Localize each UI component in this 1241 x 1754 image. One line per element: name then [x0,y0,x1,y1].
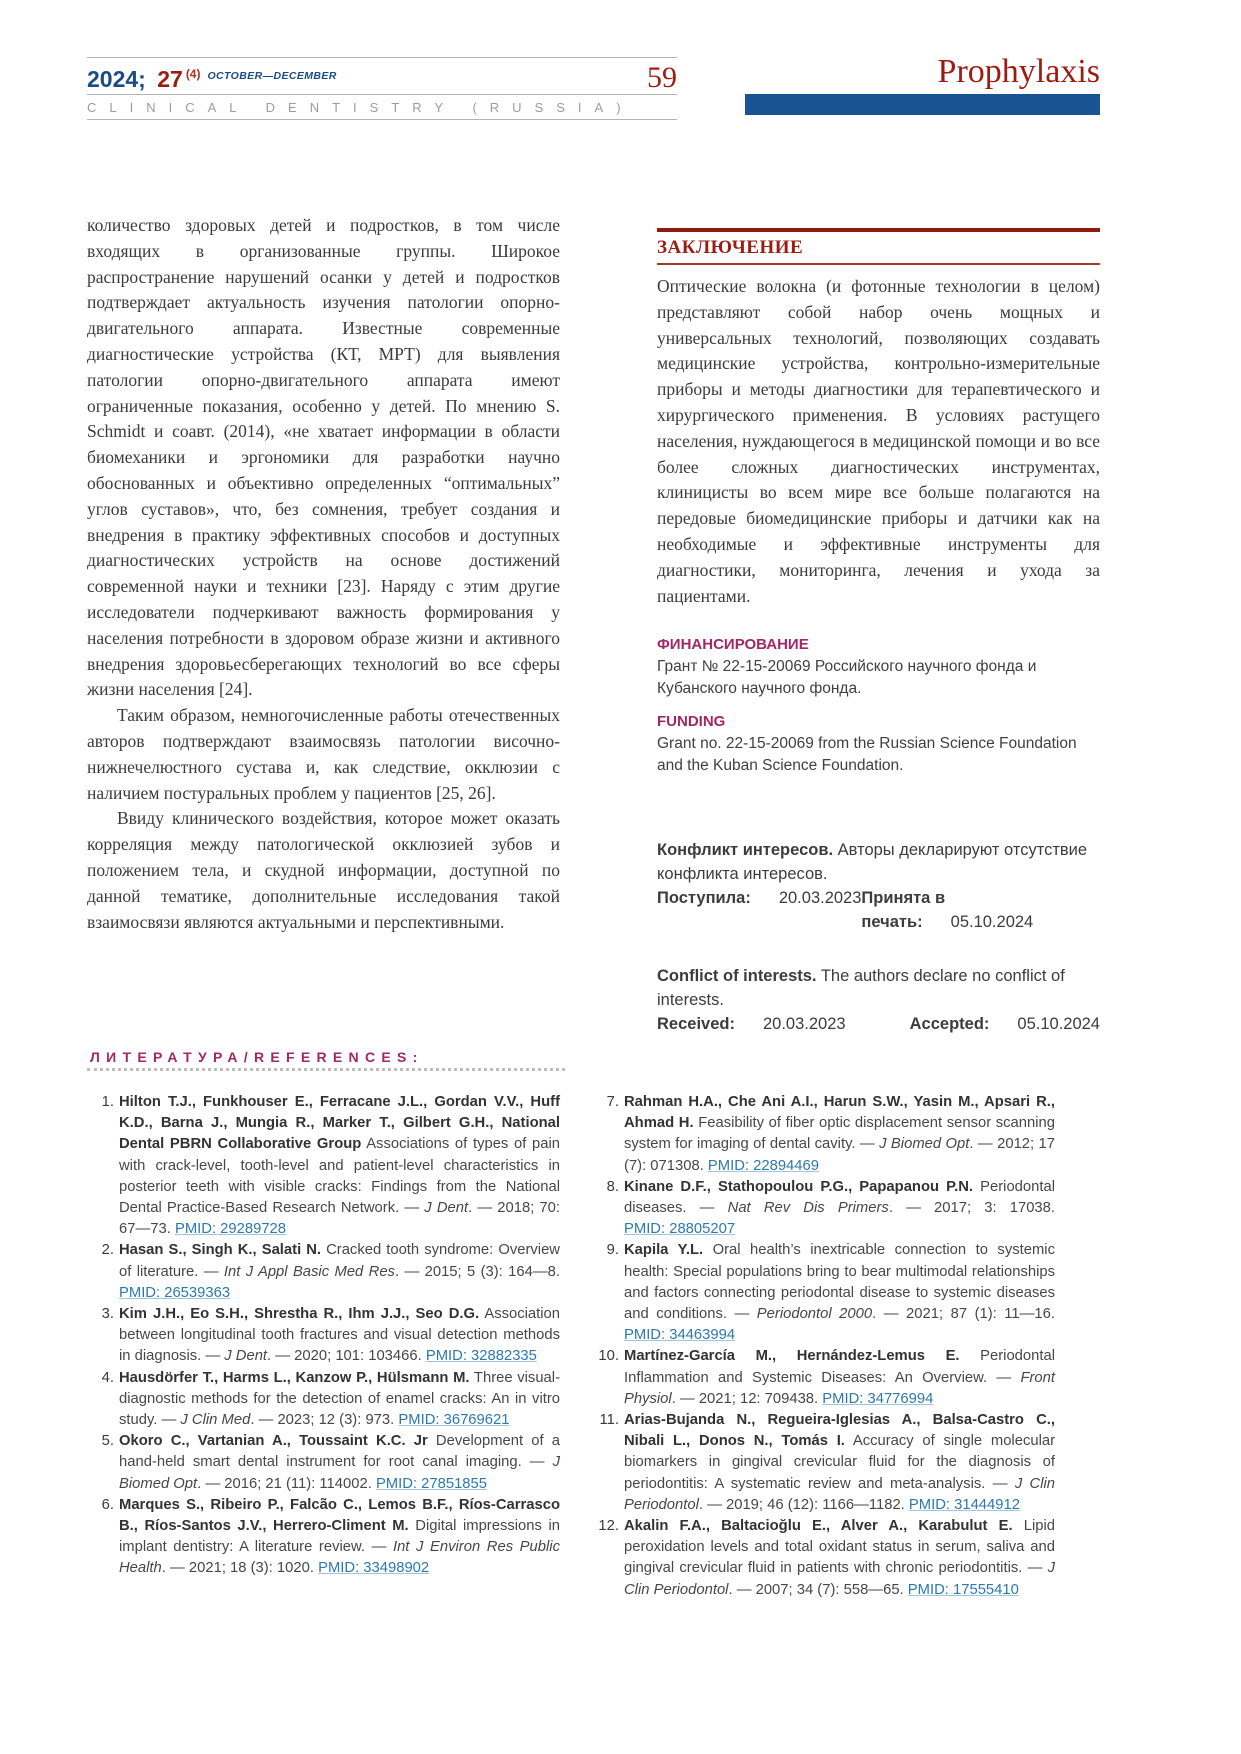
conclusion-rule-top [657,228,1100,232]
reference-journal: Int J Appl Basic Med Res [223,1263,395,1280]
reference-body [624,1410,1055,1516]
reference-title: Digital impressions in implant dentistry: A literature review. — [119,1518,560,1556]
reference-body [624,1177,1055,1241]
conflict-block-ru [657,839,1100,934]
reference-item [87,1431,560,1495]
reference-journal: J Clin Periodontol [624,1560,1055,1598]
reference-authors: Martínez-García M., Hernández-Lemus E. [624,1348,960,1365]
reference-number: 12. [598,1518,619,1535]
conflict-label-ru: Конфликт интересов. [657,841,834,860]
pmid-link[interactable]: PMID: 31444912 [908,1496,1020,1513]
reference-authors: Kapila Y.L. [624,1242,704,1259]
volume-row [87,58,677,94]
reference-citation: . — 2020; 101: 103466. [267,1348,422,1365]
reference-title: Accuracy of single molecular biomarkers in gingival crevicular fluid for the diagnosis of periodontitis: A systematic review and meta-analysis. — [624,1433,1056,1492]
reference-journal: J Clin Med [180,1412,251,1429]
issue-year: 2024; [87,66,153,92]
conflict-label-en: Conflict of interests. [657,967,817,986]
pmid-link[interactable]: PMID: 27851855 [375,1475,487,1492]
section-header [745,52,1100,115]
pmid-link[interactable]: PMID: 34776994 [822,1390,934,1407]
reference-item [87,1304,560,1368]
reference-authors: Marques S., Ribeiro P., Falcão C., Lemos B.F., Ríos-Carrasco B., Ríos-Santos J.V., Herrero-Climent M. [119,1496,560,1535]
reference-title: Association between longitudinal tooth fractures and visual detection methods in diagnosis. — [119,1306,560,1365]
reference-citation: . — 2021; 87 (1): 11—16. [872,1306,1056,1323]
received-label-en: Received: [657,1015,735,1034]
reference-title: Oral health’s inextricable connection to systemic health: Special populations bring to bear multimodal relationships and factors connecting periodontal disease to systemic diseases and conditions. — [624,1242,1055,1323]
reference-title: Associations of types of pain with crack-level, tooth-level and patient-level characteristics in posterior teeth with visible cracks: Findings from the National Dental Practice-Based Research Network. — [119,1136,560,1217]
journal-name: CLINICAL DENTISTRY (RUSSIA) [87,100,634,115]
funding-text-ru: Грант № 22-15-20069 Российского научного фонда и Кубанского научного фонда. [657,658,1037,698]
reference-title: Development of a hand-held smart dental instrument for root canal imaging. — [119,1433,560,1471]
reference-number: 1. [101,1094,114,1110]
pmid-link[interactable]: PMID: 26539363 [119,1284,231,1301]
reference-citation: . — 2017; 3: 17038. [888,1200,1055,1217]
reference-journal: J Biomed Opt [879,1136,970,1153]
reference-body [119,1368,560,1432]
conclusion-section [657,228,1100,609]
reference-title: Periodontal diseases. — [624,1178,1055,1217]
funding-heading-en: FUNDING [657,713,726,731]
references-heading: ЛИТЕРАТУРА/REFERENCES: [90,1049,424,1065]
volume-info [87,68,337,91]
reference-journal: J Dent [424,1200,469,1217]
reference-body [119,1431,560,1495]
dates-row-ru [657,887,1100,934]
body-column-left [87,213,560,935]
received-date-en: 20.03.2023 [762,1015,846,1034]
reference-body [119,1495,560,1580]
reference-number: 4. [101,1369,114,1386]
accepted-label-en: Accepted: [909,1015,990,1034]
pmid-link[interactable]: PMID: 33498902 [318,1560,430,1577]
body-paragraph: Ввиду клинического воздействия, которое может оказать корреляция между патологической окклюзией зубов и положением тела, и скудной информации, доступной по данной тематике, дополнительные исследования такой взаимосвязи являются актуальными и перспективными. [87,808,560,932]
journal-header [87,57,677,120]
pmid-link[interactable]: PMID: 36769621 [398,1412,510,1429]
body-column-right [657,228,1100,1037]
reference-number: 9. [606,1242,619,1259]
accepted-pair-ru [861,887,1100,934]
reference-title: Lipid peroxidation levels and total oxidant status in serum, saliva and gingival crevicular fluid in patients with chronic periodontitis. — [624,1518,1055,1577]
reference-journal: J Biomed Opt [119,1454,560,1492]
reference-item [592,1092,1055,1177]
references-columns [87,1092,1100,1601]
reference-authors: Hilton T.J., Funkhouser E., Ferracane J.L., Gordan V.V., Huff K.D., Barna J., Mungia R., Marker T., Gilbert G.H., National Dental PBRN Collaborative Group [119,1094,560,1153]
conclusion-rule-bottom [657,263,1100,265]
pmid-link[interactable]: PMID: 28805207 [624,1221,736,1238]
funding-section-en [657,713,1100,777]
conflict-text-ru: Авторы декларируют отсутствие конфликта интересов. [657,841,1088,883]
section-accent-bar [745,94,1100,115]
conflict-statement-ru [657,839,1100,886]
received-label-ru: Поступила: [657,889,751,908]
reference-citation: . — 2015; 5 (3): 164—8. [394,1263,560,1280]
header-rule-bottom [87,119,677,120]
reference-journal: Periodontol 2000 [756,1306,873,1323]
pmid-link[interactable]: PMID: 22894469 [707,1157,819,1174]
reference-body [624,1092,1055,1177]
reference-body [624,1516,1055,1601]
reference-item [592,1346,1055,1410]
reference-item [592,1240,1055,1346]
references-dotted-rule [87,1068,565,1071]
reference-body [119,1304,560,1368]
pmid-link[interactable]: PMID: 32882335 [425,1348,537,1365]
reference-journal: J Dent [224,1348,268,1365]
received-date-ru: 20.03.2023 [778,889,862,908]
reference-authors: Arias-Bujanda N., Regueira-Iglesias A., Balsa-Castro C., Nibali L., Donos N., Tomás I. [624,1412,1055,1450]
conflict-statement-en [657,965,1100,1012]
reference-journal: Front Physiol [624,1369,1055,1407]
reference-body [624,1346,1055,1410]
reference-authors: Okoro C., Vartanian A., Toussaint K.C. Jr [119,1433,428,1450]
reference-item [592,1516,1055,1601]
reference-citation: . — 2021; 12: 709438. [671,1390,819,1407]
reference-number: 7. [606,1094,619,1110]
pmid-link[interactable]: PMID: 34463994 [624,1327,736,1344]
section-title: Prophylaxis [937,53,1100,90]
reference-item [87,1495,560,1580]
issue-months: OCTOBER—DECEMBER [207,70,337,82]
reference-authors: Hasan S., Singh K., Salati N. [119,1242,322,1259]
reference-item [87,1092,560,1240]
reference-number: 10. [598,1348,619,1365]
reference-citation: . — 2016; 21 (11): 114002. [197,1475,372,1492]
reference-item [87,1368,560,1432]
accepted-date-ru: 05.10.2024 [950,912,1034,931]
funding-heading-ru: ФИНАНСИРОВАНИЕ [657,636,809,654]
accepted-label-ru: Принята в печать: [861,889,946,931]
accepted-pair-en [910,1013,1100,1037]
reference-number: 3. [101,1306,114,1323]
received-pair-ru [657,887,861,934]
references-section [87,1049,1100,1601]
reference-title: Cracked tooth syndrome: Overview of literature. — [119,1242,560,1280]
reference-item [592,1410,1055,1516]
reference-authors: Hausdörfer T., Harms L., Kanzow P., Hülsmann M. [119,1369,470,1386]
reference-authors: Rahman H.A., Che Ani A.I., Harun S.W., Yasin M., Apsari R., Ahmad H. [624,1094,1055,1132]
reference-citation: . — 2023; 12 (3): 973. [250,1412,395,1429]
reference-item [592,1177,1055,1241]
reference-number: 5. [101,1433,114,1450]
conflict-block-en [657,965,1100,1037]
reference-title: Three visual-diagnostic methods for the detection of enamel cracks: An in vitro study. — [119,1369,560,1429]
reference-body [119,1240,560,1304]
issue-volume: 27 [157,66,183,92]
references-column-right [592,1092,1055,1601]
reference-title: Periodontal Inflammation and Systemic Diseases: An Overview. — [624,1348,1055,1386]
reference-authors: Kim J.H., Eo S.H., Shrestha R., Ihm J.J., Seo D.G. [119,1306,480,1323]
funding-text-en: Grant no. 22-15-20069 from the Russian Science Foundation and the Kuban Science Foundation. [657,735,1077,775]
dates-row-en [657,1013,1100,1037]
reference-citation: . — 2019; 46 (12): 1166—1182. [698,1496,905,1513]
reference-number: 8. [606,1178,619,1195]
reference-body [624,1240,1055,1346]
reference-number: 11. [599,1412,619,1429]
issue-number: (4) [185,67,201,81]
body-paragraph: Таким образом, немногочисленные работы отечественных авторов подтверждают взаимосвязь патологии височно-нижнечелюстного сустава и, как следствие, окклюзии с наличием постуральных проблем у пациентов [25, 26]. [87,705,560,803]
conclusion-heading: ЗАКЛЮЧЕНИЕ [657,237,804,258]
reference-item [87,1240,560,1304]
pmid-link[interactable]: PMID: 29289728 [174,1221,287,1238]
reference-citation: . — 2007; 34 (7): 558—65. [728,1581,904,1598]
reference-body [119,1092,560,1240]
reference-number: 2. [101,1242,114,1259]
references-column-left [87,1092,560,1601]
reference-authors: Kinane D.F., Stathopoulou P.G., Papapanou P.N. [624,1178,974,1195]
reference-citation: . — 2012; 17 (7): 071308. [624,1136,1056,1174]
reference-title: Feasibility of fiber optic displacement sensor scanning system for imaging of dental cavity. — [624,1115,1055,1153]
reference-citation: . — 2021; 18 (3): 1020. [161,1560,314,1577]
reference-authors: Akalin F.A., Baltacioğlu E., Alver A., Karabulut E. [624,1518,1013,1535]
reference-number: 6. [101,1496,114,1513]
reference-journal: Int J Environ Res Public Health [119,1539,560,1577]
body-paragraph: количество здоровых детей и подростков, в том числе входящих в организованные группы. Широкое распространение нарушений осанки у детей и подростков подтверждает актуальность изучения патологии опорно-двигательного аппарата. Известные современные диагностические устройства (КТ, МРТ) для выявления патологии опорно-двигательного аппарата имеют ограниченные показания, особенно у детей. По мнению S. Schmidt и соавт. (2014), «не хватает информации в области биомеханики и эргономики для разработки научно обоснованных и объективно определенных “оптимальных” углов суставов», что, без сомнения, требует создания и внедрения в практику эффективных способов и доступных диагностических устройств на основе достижений современной науки и техники [23]. Наряду с этим другие исследователи подчеркивают важность формирования у населения потребности в здоровом образе жизни и активного внедрения здоровьесберегающих технологий во все сферы жизни населения [24]. [87,215,560,700]
reference-citation: . — 2018; 70: 67—73. [119,1200,561,1238]
page-number: 59 [647,61,677,94]
funding-section-ru [657,636,1100,700]
received-pair-en [657,1013,846,1037]
conclusion-text: Оптические волокна (и фотонные технологии в целом) представляют собой набор очень мощных и универсальных технологий, позволяющих создавать медицинские устройства, контрольно-измерительные приборы и методы диагностики для терапевтического и хирургического применения. В условиях растущего населения, нуждающегося в медицинской помощи и во все более сложных диагностических инструментах, клиницисты во всем мире все больше полагаются на передовые биомедицинские приборы и датчики как на необходимые и эффективные инструменты для диагностики, мониторинга, лечения и ухода за пациентами. [657,276,1100,606]
pmid-link[interactable]: PMID: 17555410 [907,1581,1019,1598]
accepted-date-en: 05.10.2024 [1017,1015,1100,1034]
reference-journal: Nat Rev Dis Primers [727,1200,889,1217]
reference-journal: J Clin Periodontol [624,1475,1056,1513]
conflict-text-en: The authors declare no conflict of interests. [657,967,1065,1009]
